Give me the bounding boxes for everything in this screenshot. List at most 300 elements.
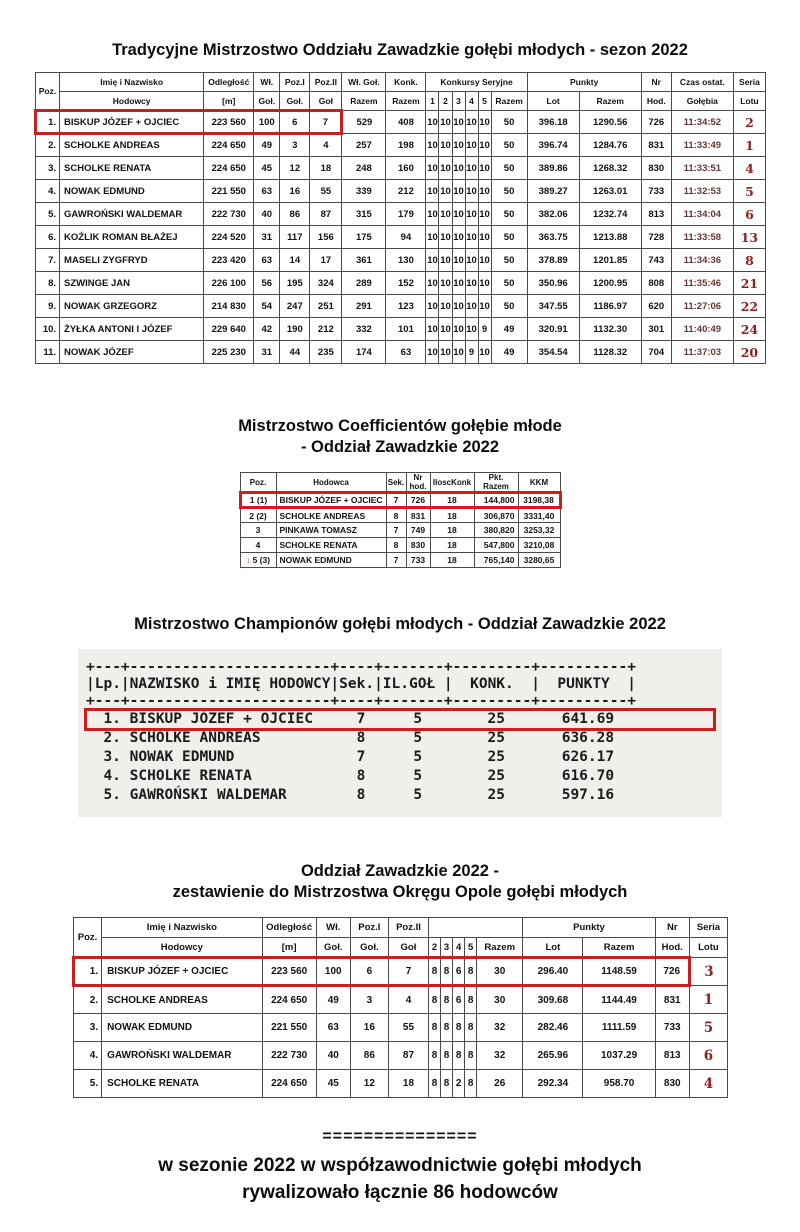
cell-poz-ii: 87: [388, 1042, 428, 1070]
cell-name: SCHOLKE RENATA: [60, 157, 204, 180]
cell-wl-gol-razem: 175: [342, 226, 386, 249]
cell-name: SCHOLKE RENATA: [129, 768, 252, 784]
cell-poz: [240, 538, 276, 553]
header-razem-2: Razem: [386, 92, 426, 111]
cell-czas-ostatniego-golebia: 11:32:53: [671, 180, 733, 203]
header-hodowca: Hodowca: [276, 473, 386, 493]
cell-seria-lotu: 8: [733, 249, 765, 272]
cell-seryjne-4: 10: [465, 295, 478, 318]
cell-seryjne-2: 8: [441, 986, 453, 1014]
cell-seryjne-2: 10: [439, 134, 452, 157]
cell-poz: 10.: [36, 318, 60, 341]
cell-seryjne-4: 10: [465, 180, 478, 203]
cell-seryjne-5: 10: [478, 341, 491, 364]
section2-title: [28, 416, 772, 458]
cell-seryjne-4: 8: [465, 1070, 477, 1098]
cell-sek: 8: [356, 787, 366, 803]
cell-seryjne-1: 8: [429, 1070, 441, 1098]
cell-nr-hod: 704: [641, 341, 671, 364]
cell-nr-hod: 620: [641, 295, 671, 318]
cell-seryjne-5: 10: [478, 203, 491, 226]
header-name: Imię i Nazwisko: [102, 918, 262, 938]
header-poz: Poz.: [36, 73, 60, 111]
cell-odleglosc: 223 560: [262, 958, 316, 986]
table-row: [86, 748, 714, 767]
cell-seryjne-3: 10: [452, 318, 465, 341]
cell-sek: 8: [386, 508, 406, 523]
cell-poz: 5.: [74, 1070, 102, 1098]
cell-seryjne-3: 2: [453, 1070, 465, 1098]
cell-wl-gol-razem: 315: [342, 203, 386, 226]
cell-nr-hod: 830: [641, 157, 671, 180]
cell-punkty-lot: 382.06: [527, 203, 579, 226]
cell-seryjne-1: 8: [429, 958, 441, 986]
cell-punkty-lot: 389.86: [527, 157, 579, 180]
cell-hodowca: PINKAWA TOMASZ: [276, 523, 386, 538]
cell-seria-lotu: 6: [689, 1042, 727, 1070]
section2-title-line1: Mistrzostwo Coefficientów gołębie młode: [238, 417, 562, 435]
cell-poz-i: 3: [280, 134, 310, 157]
cell-poz-i: 16: [350, 1014, 388, 1042]
cell-name: GAWROŃSKI WALDEMAR: [60, 203, 204, 226]
header-lot: Lot: [523, 938, 583, 958]
header-hod: Hod.: [655, 938, 689, 958]
header-wl-gol: Wł.: [316, 918, 350, 938]
cell-seryjne-4: 10: [465, 318, 478, 341]
cell-poz: 9.: [36, 295, 60, 318]
cell-punkty: 641.69: [561, 711, 615, 727]
cell-konk: 25: [487, 730, 505, 746]
header-s2: 2: [439, 92, 452, 111]
cell-seryjne-1: 8: [429, 1014, 441, 1042]
cell-sek: 7: [386, 493, 406, 508]
section-coefficients-championship: [28, 416, 772, 568]
cell-poz: 4.: [74, 1042, 102, 1070]
cell-nr-hod: 728: [641, 226, 671, 249]
cell-poz-i: 86: [280, 203, 310, 226]
section3-title: Mistrzostwo Championów gołębi młodych - Oddział Zawadzkie 2022: [134, 615, 666, 633]
cell-name: MASELI ZYGFRYD: [60, 249, 204, 272]
cell-poz-i: 247: [280, 295, 310, 318]
cell-wl-gol: 40: [254, 203, 280, 226]
cell-poz-i: 44: [280, 341, 310, 364]
cell-punkty-razem: 1284.76: [579, 134, 641, 157]
table-row: [36, 111, 766, 134]
cell-seryjne-4: 10: [465, 249, 478, 272]
cell-sek: 8: [356, 768, 366, 784]
cell-il-gol: 5: [413, 730, 423, 746]
table-row: [240, 523, 560, 538]
cell-kkm: 3280,65: [518, 553, 560, 568]
cell-poz-value: 1 (1): [249, 495, 268, 505]
header-name: Imię i Nazwisko: [60, 73, 204, 92]
cell-wl-gol: 49: [254, 134, 280, 157]
cell-poz-ii: 7: [310, 111, 342, 134]
cell-poz-ii: 4: [310, 134, 342, 157]
cell-konk-razem: 198: [386, 134, 426, 157]
cell-seria-lotu: 20: [733, 341, 765, 364]
header-czas: Czas ostat.: [671, 73, 733, 92]
footer-line2: rywalizowało łącznie 86 hodowców: [242, 1182, 558, 1203]
cell-ilosc-konk: 18: [430, 523, 474, 538]
cell-punkty-razem: 1268.32: [579, 157, 641, 180]
cell-seryjne-5: 10: [478, 134, 491, 157]
table-row: [74, 1042, 728, 1070]
cell-name: GAWROŃSKI WALDEMAR: [102, 1042, 262, 1070]
table-row: [74, 1070, 728, 1098]
cell-seryjne-3: 10: [452, 157, 465, 180]
cell-seryjne-3: 10: [452, 226, 465, 249]
cell-lp: 1.: [103, 711, 121, 727]
cell-name: ŻYŁKA ANTONI I JÓZEF: [60, 318, 204, 341]
header-konkursy-seryjne: Konkursy Seryjne: [426, 73, 527, 92]
cell-seryjne-1: 10: [426, 249, 439, 272]
cell-nr-hod: 726: [641, 111, 671, 134]
cell-czas-ostatniego-golebia: 11:33:51: [671, 157, 733, 180]
cell-lp: 5.: [103, 787, 121, 803]
cell-seryjne-1: 10: [426, 180, 439, 203]
table-row: [86, 767, 714, 786]
cell-poz-ii: 17: [310, 249, 342, 272]
cell-punkty-razem: 1148.59: [583, 958, 655, 986]
cell-name: BISKUP JÓZEF + OJCIEC: [129, 711, 313, 727]
table-row: [86, 710, 714, 729]
cell-ilosc-konk: 18: [430, 553, 474, 568]
table-row: [36, 272, 766, 295]
cell-hodowca: SCHOLKE ANDREAS: [276, 508, 386, 523]
cell-lp: 2.: [103, 730, 121, 746]
cell-nr-hod: 733: [406, 553, 430, 568]
cell-wl-gol: 45: [254, 157, 280, 180]
section-champions-championship: [28, 614, 772, 817]
cell-seryjne-razem: 50: [491, 249, 527, 272]
cell-sek: 7: [386, 553, 406, 568]
header-punkty-razem: Razem: [579, 92, 641, 111]
cell-czas-ostatniego-golebia: 11:34:04: [671, 203, 733, 226]
cell-poz: 5.: [36, 203, 60, 226]
cell-sek: 7: [356, 711, 366, 727]
header-seria: Seria: [733, 73, 765, 92]
cell-punkty-lot: 296.40: [523, 958, 583, 986]
table1-body: [36, 111, 766, 364]
cell-poz: 3.: [36, 157, 60, 180]
cell-seryjne-razem: 30: [477, 958, 523, 986]
header-golebia: Gołębia: [671, 92, 733, 111]
cell-seryjne-5: 10: [478, 111, 491, 134]
section4-title-line2: zestawienie do Mistrzostwa Okręgu Opole gołębi młodych: [172, 883, 628, 901]
cell-seryjne-razem: 50: [491, 295, 527, 318]
cell-name: NOWAK GRZEGORZ: [60, 295, 204, 318]
cell-odleglosc: 226 100: [204, 272, 254, 295]
cell-nr-hod: 831: [406, 508, 430, 523]
separator-line: ===============: [322, 1128, 478, 1145]
cell-poz-ii: 235: [310, 341, 342, 364]
cell-poz: 4.: [36, 180, 60, 203]
cell-wl-gol: 63: [316, 1014, 350, 1042]
cell-odleglosc: 223 560: [204, 111, 254, 134]
cell-wl-gol: 100: [254, 111, 280, 134]
cell-punkty-lot: 309.68: [523, 986, 583, 1014]
cell-wl-gol-razem: 248: [342, 157, 386, 180]
cell-nr-hod: 831: [655, 986, 689, 1014]
cell-konk-razem: 94: [386, 226, 426, 249]
cell-odleglosc: 222 730: [204, 203, 254, 226]
cell-nr-hod: 733: [655, 1014, 689, 1042]
header-lotu: Lotu: [689, 938, 727, 958]
cell-pkt-razem: 306,870: [474, 508, 518, 523]
cell-poz: 7.: [36, 249, 60, 272]
cell-odleglosc: 224 650: [204, 134, 254, 157]
cell-punkty-lot: 347.55: [527, 295, 579, 318]
header-gol-1: Goł.: [316, 938, 350, 958]
cell-konk-razem: 179: [386, 203, 426, 226]
header-odleglosc: Odległość: [204, 73, 254, 92]
header-s4: 5: [465, 938, 477, 958]
cell-pkt-razem: 380,820: [474, 523, 518, 538]
cell-name: NOWAK EDMUND: [102, 1014, 262, 1042]
cell-poz: 3.: [74, 1014, 102, 1042]
table4-body: [74, 958, 728, 1098]
table-row: [36, 341, 766, 364]
cell-odleglosc: 221 550: [262, 1014, 316, 1042]
ascii-border-top: +---+-----------------------+----+-------+---------+----------+: [86, 659, 636, 675]
cell-lp: 3.: [103, 749, 121, 765]
header-m: [m]: [204, 92, 254, 111]
cell-wl-gol-razem: 332: [342, 318, 386, 341]
cell-seryjne-razem: 32: [477, 1042, 523, 1070]
cell-konk: 25: [487, 749, 505, 765]
cell-konk-razem: 101: [386, 318, 426, 341]
cell-seryjne-4: 10: [465, 226, 478, 249]
cell-seryjne-razem: 50: [491, 180, 527, 203]
traditional-results-table: [34, 72, 766, 364]
cell-il-gol: 5: [413, 768, 423, 784]
cell-poz-i: 12: [350, 1070, 388, 1098]
cell-seryjne-1: 8: [429, 1042, 441, 1070]
cell-hodowca: SCHOLKE RENATA: [276, 538, 386, 553]
section-traditional-championship: [28, 40, 772, 364]
table-row: [240, 493, 560, 508]
cell-odleglosc: 223 420: [204, 249, 254, 272]
cell-wl-gol: 42: [254, 318, 280, 341]
cell-odleglosc: 224 520: [204, 226, 254, 249]
table4-header: [74, 918, 728, 958]
footer-line1: w sezonie 2022 w współzawodnictwie gołębi młodych: [158, 1155, 642, 1176]
cell-seria-lotu: 4: [689, 1070, 727, 1098]
okreg-opole-table: [72, 917, 728, 1098]
table-row: [36, 203, 766, 226]
cell-nr-hod: 726: [655, 958, 689, 986]
cell-poz: 2.: [74, 986, 102, 1014]
cell-seryjne-2: 10: [439, 180, 452, 203]
cell-seryjne-1: 10: [426, 157, 439, 180]
cell-nr-hod: 301: [641, 318, 671, 341]
cell-poz-ii: 87: [310, 203, 342, 226]
cell-seryjne-2: 8: [441, 1042, 453, 1070]
cell-odleglosc: 224 650: [204, 157, 254, 180]
cell-wl-gol: 100: [316, 958, 350, 986]
table2-body: [240, 493, 560, 568]
cell-wl-gol: 40: [316, 1042, 350, 1070]
cell-poz-i: 117: [280, 226, 310, 249]
header-odleglosc: Odległość: [262, 918, 316, 938]
cell-pkt-razem: 547,800: [474, 538, 518, 553]
cell-seria-lotu: 13: [733, 226, 765, 249]
cell-odleglosc: 222 730: [262, 1042, 316, 1070]
cell-seria-lotu: 1: [689, 986, 727, 1014]
cell-seryjne-5: 10: [478, 295, 491, 318]
header-wl-gol: Wł.: [254, 73, 280, 92]
cell-wl-gol: 31: [254, 341, 280, 364]
cell-poz-i: 3: [350, 986, 388, 1014]
cell-seryjne-2: 10: [439, 249, 452, 272]
cell-kkm: 3210,08: [518, 538, 560, 553]
section-okreg-opole-summary: [28, 861, 772, 1098]
cell-odleglosc: 221 550: [204, 180, 254, 203]
cell-name: BISKUP JÓZEF + OJCIEC: [102, 958, 262, 986]
cell-poz-value: 4: [255, 540, 261, 550]
cell-punkty: 636.28: [561, 730, 615, 746]
cell-name: NOWAK JÓZEF: [60, 341, 204, 364]
cell-czas-ostatniego-golebia: 11:27:06: [671, 295, 733, 318]
cell-odleglosc: 224 650: [262, 986, 316, 1014]
header-sek: Sek.: [386, 473, 406, 493]
cell-seryjne-2: 8: [441, 958, 453, 986]
cell-punkty: 626.17: [561, 749, 615, 765]
cell-wl-gol-razem: 361: [342, 249, 386, 272]
cell-seryjne-razem: 50: [491, 203, 527, 226]
cell-seryjne-razem: 50: [491, 134, 527, 157]
cell-poz-ii: 212: [310, 318, 342, 341]
cell-seryjne-3: 8: [453, 1042, 465, 1070]
cell-seria-lotu: 5: [689, 1014, 727, 1042]
cell-seryjne-razem: 49: [491, 318, 527, 341]
cell-punkty-lot: 265.96: [523, 1042, 583, 1070]
cell-seryjne-1: 10: [426, 203, 439, 226]
cell-wl-gol-razem: 291: [342, 295, 386, 318]
cell-sek: 7: [386, 523, 406, 538]
header-nr-line2: hod.: [409, 482, 427, 491]
header-s4: 4: [465, 92, 478, 111]
cell-punkty-razem: 1213.88: [579, 226, 641, 249]
cell-punkty-lot: 350.96: [527, 272, 579, 295]
ascii-header-row: |Lp.|NAZWISKO i IMIĘ HODOWCY|Sek.|IL.GOŁ | KONK. | PUNKTY |: [86, 676, 636, 692]
cell-seria-lotu: 24: [733, 318, 765, 341]
cell-wl-gol: 31: [254, 226, 280, 249]
header-poz-i: Poz.I: [280, 73, 310, 92]
cell-punkty-lot: 282.46: [523, 1014, 583, 1042]
cell-kkm: 3331,40: [518, 508, 560, 523]
cell-poz-ii: 4: [388, 986, 428, 1014]
cell-nr-hod: 743: [641, 249, 671, 272]
cell-seryjne-5: 10: [478, 272, 491, 295]
table-row: [74, 958, 728, 986]
cell-seryjne-3: 10: [452, 341, 465, 364]
cell-name: SCHOLKE RENATA: [102, 1070, 262, 1098]
header-kkm: KKM: [518, 473, 560, 493]
cell-wl-gol: 45: [316, 1070, 350, 1098]
cell-poz-ii: 55: [310, 180, 342, 203]
section4-title-line1: Oddział Zawadzkie 2022 -: [300, 862, 500, 880]
cell-odleglosc: 224 650: [262, 1070, 316, 1098]
cell-punkty-razem: 1037.29: [583, 1042, 655, 1070]
header-lot: Lot: [527, 92, 579, 111]
cell-poz-i: 12: [280, 157, 310, 180]
cell-seryjne-1: 10: [426, 111, 439, 134]
cell-seryjne-1: 10: [426, 226, 439, 249]
rank-down-arrow-icon: ↓: [245, 555, 251, 565]
header-hod: Hod.: [641, 92, 671, 111]
cell-poz-i: 195: [280, 272, 310, 295]
footer-summary: [28, 1128, 772, 1206]
cell-seryjne-3: 10: [452, 295, 465, 318]
cell-seryjne-4: 10: [465, 203, 478, 226]
cell-seryjne-1: 10: [426, 318, 439, 341]
cell-seryjne-razem: 50: [491, 272, 527, 295]
cell-konk-razem: 212: [386, 180, 426, 203]
cell-seria-lotu: 5: [733, 180, 765, 203]
cell-konk-razem: 160: [386, 157, 426, 180]
cell-punkty-razem: 1263.01: [579, 180, 641, 203]
cell-poz-value: 5 (3): [252, 555, 271, 565]
cell-seryjne-2: 8: [441, 1070, 453, 1098]
cell-seryjne-4: 10: [465, 157, 478, 180]
cell-seryjne-razem: 50: [491, 226, 527, 249]
table-row: [36, 134, 766, 157]
cell-seryjne-3: 10: [452, 134, 465, 157]
header-punkty: Punkty: [523, 918, 655, 938]
cell-lp: 4.: [103, 768, 121, 784]
cell-seryjne-4: 8: [465, 1042, 477, 1070]
cell-poz-i: 190: [280, 318, 310, 341]
cell-poz-i: 86: [350, 1042, 388, 1070]
section4-title: [28, 861, 772, 903]
table-row: [240, 538, 560, 553]
cell-punkty-razem: 1111.59: [583, 1014, 655, 1042]
cell-czas-ostatniego-golebia: 11:34:36: [671, 249, 733, 272]
cell-odleglosc: 225 230: [204, 341, 254, 364]
cell-seryjne-2: 10: [439, 272, 452, 295]
cell-seryjne-2: 10: [439, 341, 452, 364]
header-s2: 3: [441, 938, 453, 958]
cell-seria-lotu: 3: [689, 958, 727, 986]
cell-seryjne-5: 10: [478, 226, 491, 249]
cell-seria-lotu: 21: [733, 272, 765, 295]
cell-sek: 8: [356, 730, 366, 746]
cell-ilosc-konk: 18: [430, 508, 474, 523]
header-razem-1: Razem: [342, 92, 386, 111]
cell-seryjne-2: 8: [441, 1014, 453, 1042]
header-punkty: Punkty: [527, 73, 641, 92]
cell-name: SCHOLKE ANDREAS: [60, 134, 204, 157]
cell-punkty-lot: 396.18: [527, 111, 579, 134]
cell-punkty-lot: 354.54: [527, 341, 579, 364]
cell-nr-hod: 813: [641, 203, 671, 226]
cell-wl-gol: 63: [254, 180, 280, 203]
cell-ilosc-konk: 18: [430, 538, 474, 553]
cell-seryjne-4: 9: [465, 341, 478, 364]
cell-name: SCHOLKE ANDREAS: [129, 730, 261, 746]
cell-wl-gol-razem: 257: [342, 134, 386, 157]
cell-il-gol: 5: [413, 787, 423, 803]
header-poz: Poz.: [240, 473, 276, 493]
cell-wl-gol-razem: 174: [342, 341, 386, 364]
cell-seryjne-5: 10: [478, 180, 491, 203]
cell-poz-ii: 7: [388, 958, 428, 986]
table-row: [86, 786, 714, 805]
cell-seria-lotu: 2: [733, 111, 765, 134]
cell-punkty-lot: 292.34: [523, 1070, 583, 1098]
